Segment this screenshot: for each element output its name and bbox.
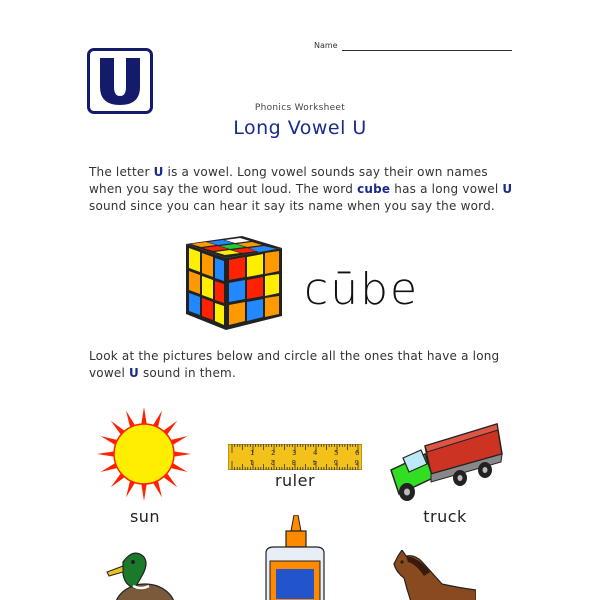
rubiks-cube-icon <box>182 232 287 332</box>
intro-paragraph <box>89 164 513 215</box>
ruler-number-lower: 2 <box>270 458 275 466</box>
letter-u-icon <box>90 51 150 111</box>
picture-label-truck: truck <box>423 507 467 526</box>
horse-icon[interactable] <box>390 550 476 600</box>
picture-label-ruler: ruler <box>274 471 316 490</box>
ruler-number-lower: 1 <box>249 458 254 466</box>
intro-line-2: when you say the word out loud. The word cube has a long vowel U <box>89 182 513 196</box>
worksheet-subtitle: Phonics Worksheet <box>254 103 346 113</box>
ruler-number: 4 <box>313 449 318 457</box>
truck-icon[interactable] <box>385 418 505 508</box>
ruler-number: 1 <box>250 449 255 457</box>
ruler-number: 5 <box>334 449 339 457</box>
duck-icon[interactable] <box>105 548 185 600</box>
ruler-number: 6 <box>355 449 360 457</box>
ruler-number-lower: 6 <box>354 458 359 466</box>
instructions-line-2: vowel U sound in them. <box>89 366 236 380</box>
cube-word: cūbe <box>304 264 420 315</box>
page-title: Long Vowel U <box>233 117 367 139</box>
intro-line-1: The letter U is a vowel. Long vowel sounds say their own names <box>89 165 488 179</box>
instructions-line-1: Look at the pictures below and circle all the ones that have a long <box>89 349 500 363</box>
picture-label-sun: sun <box>129 507 161 526</box>
ruler-icon[interactable] <box>228 444 362 470</box>
name-label: Name <box>314 41 338 50</box>
ruler-number: 3 <box>292 449 297 457</box>
ruler-number-lower: 3 <box>291 458 296 466</box>
ruler-number: 2 <box>271 449 276 457</box>
sun-icon[interactable] <box>96 406 192 502</box>
name-line[interactable] <box>342 50 512 51</box>
ruler-number-lower: 4 <box>312 458 317 466</box>
instructions-paragraph <box>89 348 509 382</box>
ruler-number-lower: 5 <box>333 458 338 466</box>
glue-icon[interactable] <box>260 515 330 600</box>
intro-line-3: sound since you can hear it say its name when you say the word. <box>89 199 495 213</box>
